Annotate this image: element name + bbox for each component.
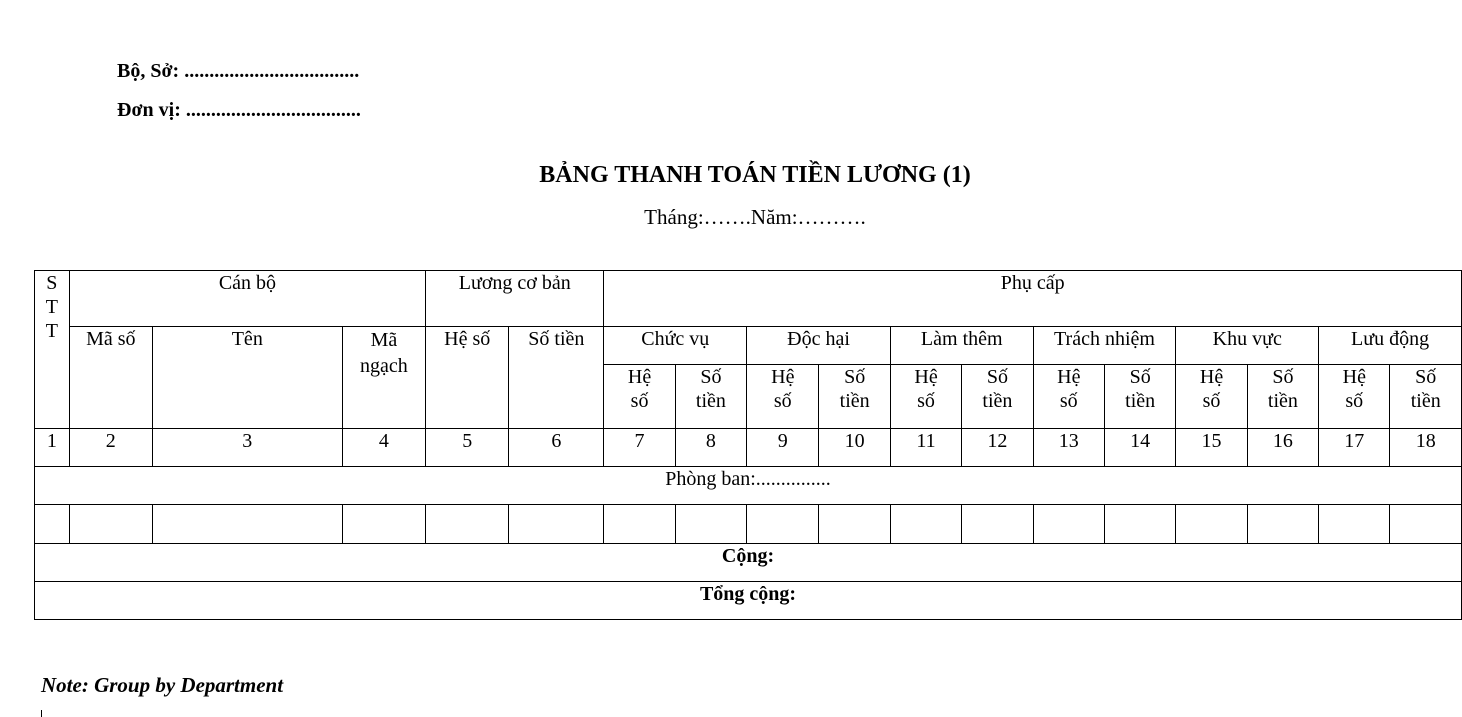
data-cell [747, 505, 819, 544]
column-number: 11 [890, 429, 961, 467]
ministry-line: Bộ, Sở: ................................... [117, 60, 360, 82]
column-number: 15 [1176, 429, 1247, 467]
data-cell [152, 505, 342, 544]
so-tien-header: Số tiền [509, 327, 604, 429]
allowance-so-tien-header: Số tiền [1104, 365, 1175, 429]
cong-row: Cộng: [35, 544, 1462, 582]
data-cell [342, 505, 426, 544]
allowance-so-tien-header: Số tiền [1390, 365, 1462, 429]
data-cell [819, 505, 890, 544]
stt-header: S T T [35, 271, 70, 429]
can-bo-header: Cán bộ [69, 271, 425, 327]
column-number: 2 [69, 429, 152, 467]
ma-ngach-header: Mã ngạch [342, 327, 426, 429]
data-cell [1319, 505, 1390, 544]
column-number: 6 [509, 429, 604, 467]
column-number: 13 [1033, 429, 1104, 467]
column-number: 10 [819, 429, 890, 467]
data-cell [890, 505, 961, 544]
data-cell [1390, 505, 1462, 544]
ten-header: Tên [152, 327, 342, 429]
allowance-so-tien-header: Số tiền [1247, 365, 1318, 429]
allowance-so-tien-header: Số tiền [962, 365, 1033, 429]
column-number: 5 [426, 429, 509, 467]
allowance-he-so-header: Hệ số [604, 365, 675, 429]
data-cell [604, 505, 675, 544]
period-line: Tháng:…….Năm:………. [644, 205, 866, 229]
luu-dong-header: Lưu động [1319, 327, 1462, 365]
allowance-he-so-header: Hệ số [1319, 365, 1390, 429]
khu-vuc-header: Khu vực [1176, 327, 1319, 365]
note-text: Note: Group by Department [41, 673, 284, 697]
data-cell [35, 505, 70, 544]
data-cell [1176, 505, 1247, 544]
page-title: BẢNG THANH TOÁN TIỀN LƯƠNG (1) [539, 162, 971, 188]
column-number: 17 [1319, 429, 1390, 467]
payroll-table [34, 270, 1462, 620]
allowance-so-tien-header: Số tiền [675, 365, 746, 429]
column-number: 4 [342, 429, 426, 467]
data-cell [1104, 505, 1175, 544]
data-cell [69, 505, 152, 544]
trach-nhiem-header: Trách nhiệm [1033, 327, 1176, 365]
column-number: 18 [1390, 429, 1462, 467]
column-number: 3 [152, 429, 342, 467]
ma-so-header: Mã số [69, 327, 152, 429]
data-cell [1033, 505, 1104, 544]
allowance-he-so-header: Hệ số [747, 365, 819, 429]
data-cell [1247, 505, 1318, 544]
doc-hai-header: Độc hại [747, 327, 891, 365]
column-number: 12 [962, 429, 1033, 467]
column-number: 1 [35, 429, 70, 467]
phong-ban-row: Phòng ban:............... [35, 467, 1462, 505]
column-number: 7 [604, 429, 675, 467]
allowance-he-so-header: Hệ số [1176, 365, 1247, 429]
lam-them-header: Làm thêm [890, 327, 1033, 365]
column-number: 9 [747, 429, 819, 467]
data-cell [675, 505, 746, 544]
luong-co-ban-header: Lương cơ bản [426, 271, 604, 327]
column-number: 14 [1104, 429, 1175, 467]
margin-mark [41, 710, 42, 717]
chuc-vu-header: Chức vụ [604, 327, 747, 365]
column-number: 16 [1247, 429, 1318, 467]
allowance-he-so-header: Hệ số [890, 365, 961, 429]
allowance-he-so-header: Hệ số [1033, 365, 1104, 429]
allowance-so-tien-header: Số tiền [819, 365, 890, 429]
data-cell [962, 505, 1033, 544]
data-cell [509, 505, 604, 544]
he-so-header: Hệ số [426, 327, 509, 429]
data-cell [426, 505, 509, 544]
tong-cong-row: Tổng cộng: [35, 582, 1462, 620]
phu-cap-header: Phụ cấp [604, 271, 1462, 327]
column-number: 8 [675, 429, 746, 467]
unit-line: Đơn vị: ................................... [117, 99, 361, 121]
